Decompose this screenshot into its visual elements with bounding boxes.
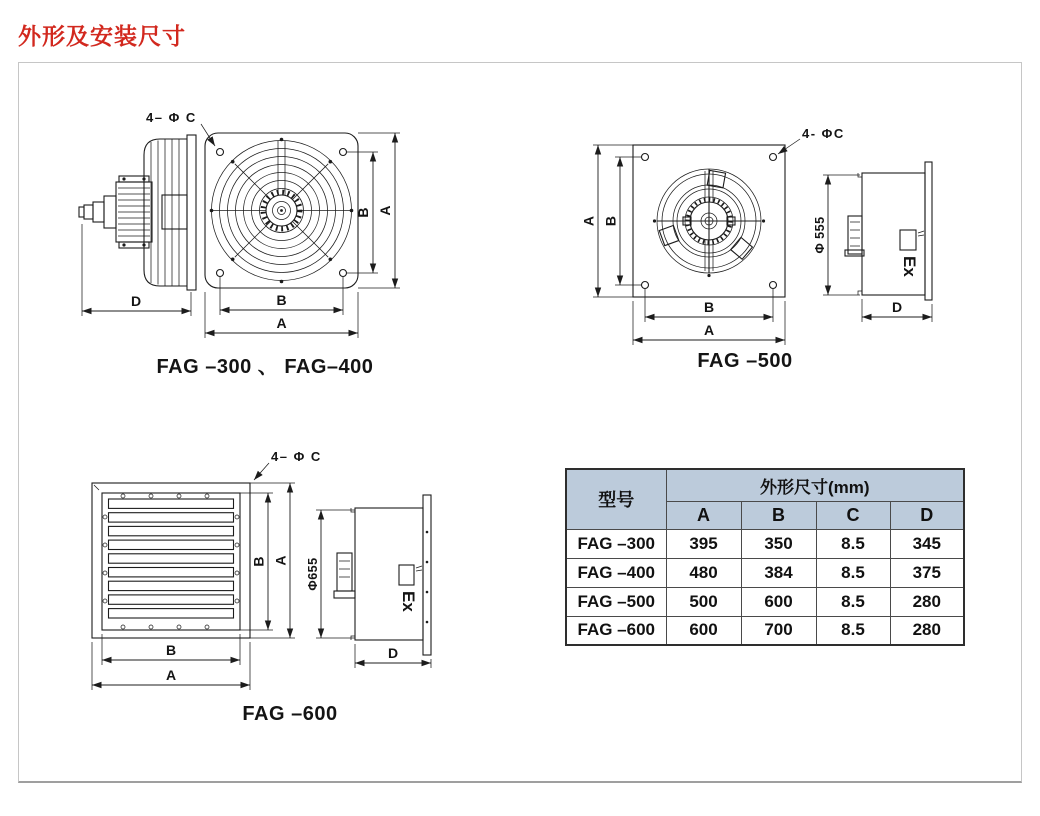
page-title: 外形及安装尺寸 [18,23,186,49]
drawing-fag600 [75,445,495,695]
drawing-fag500 [580,118,980,378]
table-header-col-d: D [890,501,964,529]
cell-a: 500 [666,587,741,616]
dim-label-b-vertical: B [250,556,267,567]
cell-model: FAG –400 [566,558,666,587]
dim-label-b-horizontal: B [165,642,177,658]
dim-label-b-vertical: B [602,215,619,227]
table-header-col-c: C [816,501,890,529]
table-row [566,587,964,616]
fag300-side-view [79,135,196,316]
caption-fag500: FAG –500 [697,350,793,372]
fag500-side-view [813,162,932,322]
ex-mark: Ex [399,591,418,612]
cell-model: FAG –300 [566,529,666,558]
caption-fag300-400: FAG –300 、 FAG–400 [156,356,374,378]
diameter-label: Φ655 [306,557,320,591]
cell-c: 8.5 [816,587,890,616]
cell-model: FAG –600 [566,616,666,645]
cell-d: 280 [890,587,964,616]
dim-label-d: D [891,299,903,315]
table-row [566,558,964,587]
holes-callout: 4- ΦC [802,126,845,141]
dim-label-a-vertical: A [580,215,597,227]
dim-label-a-horizontal: A [703,322,715,338]
cell-d: 375 [890,558,964,587]
dim-label-a-horizontal: A [165,667,177,683]
fag600-side-view [306,495,431,668]
dim-label-b-horizontal: B [276,292,287,308]
caption-fag600: FAG –600 [242,703,338,725]
cell-a: 395 [666,529,741,558]
dim-label-a-vertical: A [272,555,289,566]
holes-callout: 4– Φ C [271,449,322,464]
cell-b: 350 [741,529,816,558]
cell-b: 600 [741,587,816,616]
cell-model: FAG –500 [566,587,666,616]
table-row [566,529,964,558]
cell-c: 8.5 [816,558,890,587]
table-header-col-b: B [741,501,816,529]
dim-label-a-horizontal: A [276,315,287,331]
dim-label-d: D [130,293,142,309]
cell-d: 280 [890,616,964,645]
cell-d: 345 [890,529,964,558]
table-header-model: 型号 [566,469,666,529]
cell-c: 8.5 [816,616,890,645]
fag600-front-view [92,449,322,690]
dimensions-table [565,468,965,646]
table-header-group: 外形尺寸(mm) [666,469,964,501]
diameter-label: Φ 555 [813,216,827,254]
holes-callout: 4– Φ C [146,110,197,125]
cell-a: 480 [666,558,741,587]
drawing-fag300-400 [60,92,420,382]
dim-label-b-vertical: B [355,207,371,218]
table-header-col-a: A [666,501,741,529]
ex-mark: Ex [900,256,919,277]
dim-label-a-vertical: A [377,205,393,216]
cell-b: 384 [741,558,816,587]
cell-b: 700 [741,616,816,645]
dim-label-d: D [387,645,399,661]
fag300-front-view [146,110,400,338]
louver-slats [109,499,234,618]
cell-a: 600 [666,616,741,645]
dim-label-b-horizontal: B [703,299,715,315]
cell-c: 8.5 [816,529,890,558]
fag500-front-view [581,126,845,345]
table-row [566,616,964,645]
